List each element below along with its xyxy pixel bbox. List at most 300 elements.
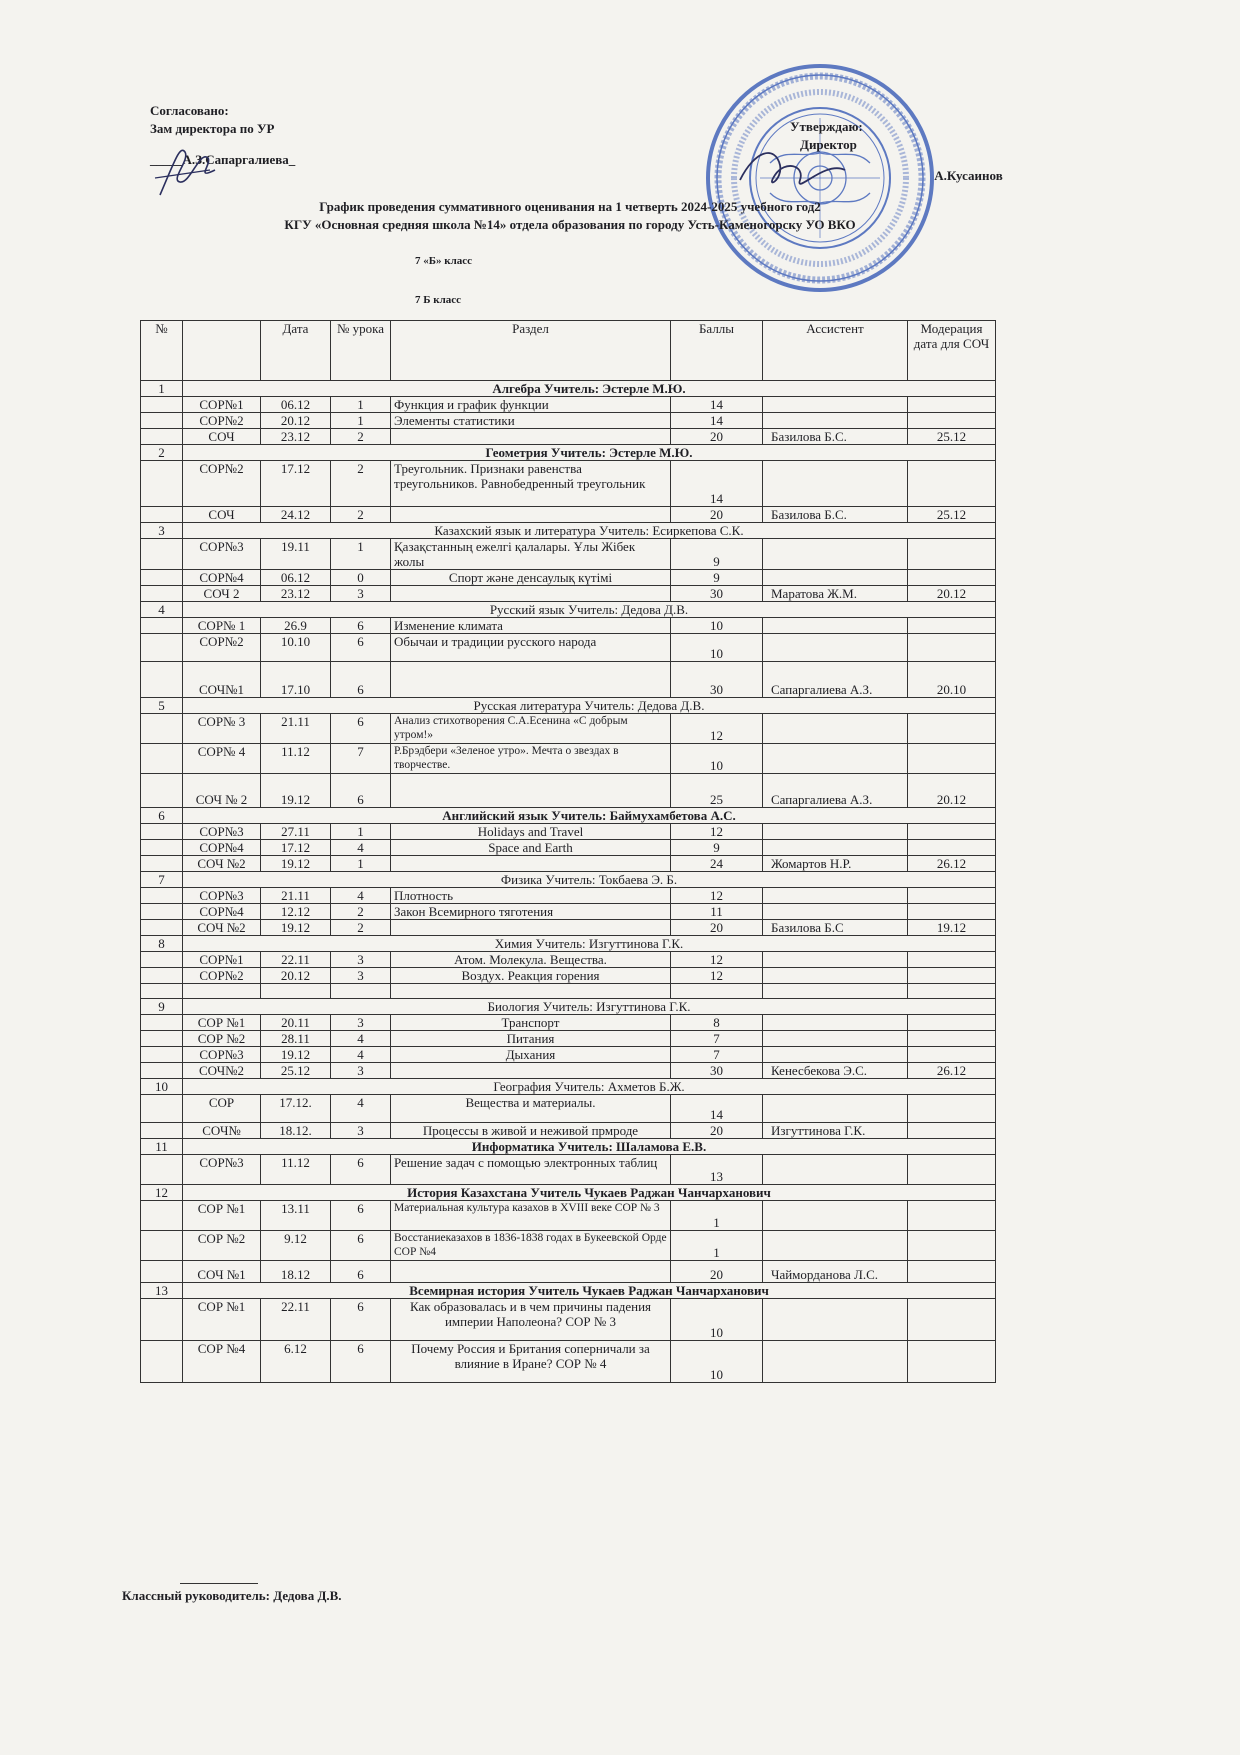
section-number: 7 [141, 872, 183, 888]
row-spacer-cell [141, 774, 183, 808]
cell-score: 11 [671, 904, 763, 920]
section-number: 3 [141, 523, 183, 539]
cell-lesson: 4 [331, 888, 391, 904]
cell-assistant [763, 904, 908, 920]
row-spacer-cell [141, 968, 183, 984]
cell-assistant [763, 952, 908, 968]
table-row [141, 1031, 996, 1047]
cell-score: 30 [671, 1063, 763, 1079]
cell-lesson: 7 [331, 744, 391, 774]
section-number: 13 [141, 1283, 183, 1299]
cell-score: 10 [671, 744, 763, 774]
cell-topic [391, 920, 671, 936]
cell-topic: Восстаниеказахов в 1836-1838 годах в Букеевской Орде СОР №4 [391, 1231, 671, 1261]
approved-label: Утверждаю: [790, 119, 863, 134]
table-row [141, 461, 996, 507]
table-row [141, 1063, 996, 1079]
cell-lesson: 6 [331, 1155, 391, 1185]
cell-type: СОР№4 [183, 904, 261, 920]
section-number: 2 [141, 445, 183, 461]
cell-score: 20 [671, 1123, 763, 1139]
cell-topic: Функция и график функции [391, 397, 671, 413]
section-subject: Английский язык Учитель: Баймухамбетова А.С. [183, 808, 996, 824]
section-number: 1 [141, 381, 183, 397]
cell-type: СОР№2 [183, 413, 261, 429]
cell-date: 11.12 [261, 1155, 331, 1185]
cell-date: 19.12 [261, 920, 331, 936]
cell-topic: Транспорт [391, 1015, 671, 1031]
cell-date: 21.11 [261, 888, 331, 904]
table-row [141, 1299, 996, 1341]
table-row [141, 662, 996, 698]
section-number: 4 [141, 602, 183, 618]
section-row [141, 999, 996, 1015]
header-cell: Дата [261, 321, 331, 381]
cell-lesson: 0 [331, 570, 391, 586]
row-spacer-cell [141, 1155, 183, 1185]
cell-topic [391, 1063, 671, 1079]
cell-topic: Как образовалась и в чем причины падения империи Наполеона? СОР № 3 [391, 1299, 671, 1341]
cell-type: СОР №1 [183, 1015, 261, 1031]
cell-assistant [763, 1201, 908, 1231]
cell-score: 12 [671, 824, 763, 840]
section-row [141, 445, 996, 461]
cell-assistant [763, 984, 908, 999]
cell-topic [391, 662, 671, 698]
cell-date: 22.11 [261, 1299, 331, 1341]
table-row [141, 774, 996, 808]
cell-moderation [908, 461, 996, 507]
cell-lesson: 1 [331, 824, 391, 840]
cell-assistant [763, 1231, 908, 1261]
cell-type: СОР №1 [183, 1201, 261, 1231]
section-row [141, 1139, 996, 1155]
row-spacer-cell [141, 1031, 183, 1047]
cell-date: 19.11 [261, 539, 331, 570]
header-cell: Раздел [391, 321, 671, 381]
cell-moderation [908, 1201, 996, 1231]
cell-moderation [908, 1155, 996, 1185]
row-spacer-cell [141, 461, 183, 507]
cell-assistant [763, 1095, 908, 1123]
table-header-row [141, 321, 996, 381]
cell-date: 20.12 [261, 968, 331, 984]
cell-moderation: 20.12 [908, 586, 996, 602]
cell-date: 25.12 [261, 1063, 331, 1079]
cell-type: СОР№ 3 [183, 714, 261, 744]
table-row [141, 1231, 996, 1261]
cell-score: 10 [671, 634, 763, 662]
cell-topic: Изменение климата [391, 618, 671, 634]
cell-type: СОР№3 [183, 539, 261, 570]
section-subject: Физика Учитель: Токбаева Э. Б. [183, 872, 996, 888]
cell-moderation [908, 714, 996, 744]
row-spacer-cell [141, 744, 183, 774]
cell-moderation [908, 744, 996, 774]
cell-date: 27.11 [261, 824, 331, 840]
cell-type: СОЧ №1 [183, 1261, 261, 1283]
cell-assistant: Сапаргалиева А.З. [763, 774, 908, 808]
row-spacer-cell [141, 1341, 183, 1383]
section-number: 12 [141, 1185, 183, 1201]
cell-assistant [763, 539, 908, 570]
cell-type: СОР№2 [183, 634, 261, 662]
table-row [141, 507, 996, 523]
cell-type: СОР№4 [183, 570, 261, 586]
cell-assistant [763, 744, 908, 774]
table-row [141, 397, 996, 413]
cell-assistant [763, 634, 908, 662]
cell-date: 06.12 [261, 397, 331, 413]
cell-topic: Обычаи и традиции русского народа [391, 634, 671, 662]
cell-topic: Элементы статистики [391, 413, 671, 429]
cell-date: 18.12 [261, 1261, 331, 1283]
cell-assistant [763, 570, 908, 586]
cell-date: 10.10 [261, 634, 331, 662]
table-row [141, 824, 996, 840]
table-row [141, 586, 996, 602]
row-spacer-cell [141, 952, 183, 968]
row-spacer-cell [141, 1095, 183, 1123]
section-subject: Алгебра Учитель: Эстерле М.Ю. [183, 381, 996, 397]
cell-score: 20 [671, 507, 763, 523]
cell-type: СОР№2 [183, 968, 261, 984]
header-cell: № урока [331, 321, 391, 381]
cell-score: 8 [671, 1015, 763, 1031]
cell-score: 24 [671, 856, 763, 872]
cell-moderation [908, 1261, 996, 1283]
cell-score: 20 [671, 429, 763, 445]
cell-lesson: 6 [331, 714, 391, 744]
cell-topic [391, 429, 671, 445]
cell-type: СОР№1 [183, 952, 261, 968]
header-cell: № [141, 321, 183, 381]
cell-topic: Анализ стихотворения С.А.Есенина «С добрым утром!» [391, 714, 671, 744]
cell-lesson: 1 [331, 539, 391, 570]
cell-score [671, 984, 763, 999]
section-row [141, 523, 996, 539]
class-label-1: 7 «Б» класс [415, 255, 473, 267]
cell-moderation [908, 413, 996, 429]
row-spacer-cell [141, 397, 183, 413]
agreed-label: Согласовано: [150, 103, 229, 118]
row-spacer-cell [141, 920, 183, 936]
cell-moderation [908, 1047, 996, 1063]
cell-type: СОР№1 [183, 397, 261, 413]
cell-assistant: Чайморданова Л.С. [763, 1261, 908, 1283]
section-row [141, 698, 996, 714]
cell-lesson: 4 [331, 1047, 391, 1063]
section-row [141, 1079, 996, 1095]
cell-type: СОР№2 [183, 461, 261, 507]
cell-topic: Решение задач с помощью электронных таблиц [391, 1155, 671, 1185]
cell-date: 20.12 [261, 413, 331, 429]
cell-assistant [763, 1047, 908, 1063]
cell-score: 30 [671, 662, 763, 698]
table-row [141, 570, 996, 586]
cell-lesson: 4 [331, 840, 391, 856]
cell-assistant: Изгуттинова Г.К. [763, 1123, 908, 1139]
row-spacer-cell [141, 1201, 183, 1231]
header-cell: Ассистент [763, 321, 908, 381]
cell-score: 12 [671, 714, 763, 744]
section-number: 6 [141, 808, 183, 824]
cell-moderation: 25.12 [908, 429, 996, 445]
cell-type: СОР№3 [183, 824, 261, 840]
cell-topic: Space and Earth [391, 840, 671, 856]
table-row [141, 744, 996, 774]
table-row [141, 1047, 996, 1063]
header-cell: Модерация дата для СОЧ [908, 321, 996, 381]
cell-lesson: 2 [331, 904, 391, 920]
cell-topic: Атом. Молекула. Вещества. [391, 952, 671, 968]
cell-score: 20 [671, 1261, 763, 1283]
cell-score: 12 [671, 968, 763, 984]
cell-date: 21.11 [261, 714, 331, 744]
agreed-name: _____А.З.Сапаргалиева_ [150, 152, 296, 168]
homeroom-teacher: Классный руководитель: Дедова Д.В. [122, 1588, 342, 1603]
cell-date: 19.12 [261, 1047, 331, 1063]
cell-type: СОЧ [183, 429, 261, 445]
section-number: 10 [141, 1079, 183, 1095]
row-spacer-cell [141, 1015, 183, 1031]
cell-type: СОЧ [183, 507, 261, 523]
cell-score: 9 [671, 840, 763, 856]
cell-type: СОР [183, 1095, 261, 1123]
cell-topic [391, 586, 671, 602]
row-spacer-cell [141, 507, 183, 523]
cell-score: 13 [671, 1155, 763, 1185]
cell-lesson: 6 [331, 1201, 391, 1231]
section-row [141, 1283, 996, 1299]
row-spacer-cell [141, 904, 183, 920]
cell-assistant: Маратова Ж.М. [763, 586, 908, 602]
cell-moderation: 26.12 [908, 1063, 996, 1079]
cell-topic: Треугольник. Признаки равенства треугольников. Равнобедренный треугольник [391, 461, 671, 507]
cell-assistant [763, 397, 908, 413]
row-spacer-cell [141, 662, 183, 698]
cell-lesson: 3 [331, 1123, 391, 1139]
cell-assistant [763, 1015, 908, 1031]
cell-type: СОЧ№1 [183, 662, 261, 698]
cell-score: 20 [671, 920, 763, 936]
row-spacer-cell [141, 634, 183, 662]
cell-moderation: 19.12 [908, 920, 996, 936]
table-row [141, 1015, 996, 1031]
cell-date: 23.12 [261, 429, 331, 445]
table-row [141, 714, 996, 744]
cell-type: СОР №2 [183, 1031, 261, 1047]
cell-score: 14 [671, 1095, 763, 1123]
row-spacer-cell [141, 429, 183, 445]
cell-topic: Воздух. Реакция горения [391, 968, 671, 984]
table-row [141, 429, 996, 445]
section-number: 5 [141, 698, 183, 714]
section-row [141, 936, 996, 952]
cell-lesson: 1 [331, 397, 391, 413]
approved-name: А.Кусаинов [934, 168, 1003, 184]
cell-date: 06.12 [261, 570, 331, 586]
cell-assistant [763, 1299, 908, 1341]
table-row [141, 904, 996, 920]
cell-assistant [763, 840, 908, 856]
section-subject: Русский язык Учитель: Дедова Д.В. [183, 602, 996, 618]
cell-date: 17.12 [261, 840, 331, 856]
cell-moderation [908, 634, 996, 662]
table-row [141, 888, 996, 904]
row-spacer-cell [141, 570, 183, 586]
table-row [141, 952, 996, 968]
cell-moderation [908, 1123, 996, 1139]
cell-lesson: 2 [331, 920, 391, 936]
cell-assistant: Базилова Б.С. [763, 507, 908, 523]
cell-lesson: 4 [331, 1031, 391, 1047]
cell-lesson: 1 [331, 413, 391, 429]
assessment-schedule-table [140, 320, 996, 1383]
cell-topic: Спорт және денсаулық күтімі [391, 570, 671, 586]
row-spacer-cell [141, 1123, 183, 1139]
cell-score: 12 [671, 888, 763, 904]
cell-moderation [908, 888, 996, 904]
cell-date: 19.12 [261, 774, 331, 808]
cell-date: 13.11 [261, 1201, 331, 1231]
cell-topic: Материальная культура казахов в XVIII веке СОР № 3 [391, 1201, 671, 1231]
cell-score: 10 [671, 618, 763, 634]
cell-assistant: Жомартов Н.Р. [763, 856, 908, 872]
cell-assistant [763, 461, 908, 507]
cell-score: 25 [671, 774, 763, 808]
cell-type: СОЧ №2 [183, 856, 261, 872]
cell-date: 22.11 [261, 952, 331, 968]
table-row [141, 1123, 996, 1139]
cell-lesson: 6 [331, 634, 391, 662]
cell-date: 24.12 [261, 507, 331, 523]
cell-type: СОЧ№ [183, 1123, 261, 1139]
table-row [141, 840, 996, 856]
cell-moderation [908, 539, 996, 570]
cell-topic: Р.Брэдбери «Зеленое утро». Мечта о звездах в творчестве. [391, 744, 671, 774]
cell-moderation: 20.12 [908, 774, 996, 808]
cell-topic: Қазақстанның ежелгі қалалары. Ұлы Жібек жолы [391, 539, 671, 570]
row-spacer-cell [141, 586, 183, 602]
cell-moderation [908, 1341, 996, 1383]
cell-lesson: 3 [331, 586, 391, 602]
section-subject: Казахский язык и литература Учитель: Есиркепова С.К. [183, 523, 996, 539]
section-number: 11 [141, 1139, 183, 1155]
cell-lesson: 2 [331, 507, 391, 523]
cell-type: СОР №1 [183, 1299, 261, 1341]
row-spacer-cell [141, 539, 183, 570]
section-number: 9 [141, 999, 183, 1015]
section-subject: География Учитель: Ахметов Б.Ж. [183, 1079, 996, 1095]
cell-moderation [908, 952, 996, 968]
section-number: 8 [141, 936, 183, 952]
table-body [141, 381, 996, 1383]
document-title [190, 198, 950, 233]
table-row [141, 920, 996, 936]
cell-type: СОР №2 [183, 1231, 261, 1261]
cell-date: 18.12. [261, 1123, 331, 1139]
cell-score: 9 [671, 570, 763, 586]
cell-moderation: 20.10 [908, 662, 996, 698]
cell-date: 17.10 [261, 662, 331, 698]
agreed-position: Зам директора по УР [150, 120, 275, 136]
cell-lesson: 6 [331, 1231, 391, 1261]
cell-moderation [908, 618, 996, 634]
cell-topic: Питания [391, 1031, 671, 1047]
row-spacer-cell [141, 1047, 183, 1063]
cell-moderation [908, 904, 996, 920]
cell-type: СОЧ № 2 [183, 774, 261, 808]
cell-date: 17.12. [261, 1095, 331, 1123]
cell-score: 14 [671, 461, 763, 507]
section-subject: Информатика Учитель: Шаламова Е.В. [183, 1139, 996, 1155]
row-spacer-cell [141, 1261, 183, 1283]
cell-date: 23.12 [261, 586, 331, 602]
cell-date [261, 984, 331, 999]
cell-assistant [763, 1031, 908, 1047]
cell-moderation [908, 397, 996, 413]
title-line-2: КГУ «Основная средняя школа №14» отдела образования по городу Усть-Каменогорску УО ВКО [284, 216, 856, 232]
table-row [141, 856, 996, 872]
cell-moderation [908, 840, 996, 856]
cell-type [183, 984, 261, 999]
row-spacer-cell [141, 1231, 183, 1261]
table-row [141, 968, 996, 984]
table-row [141, 618, 996, 634]
cell-type: СОР№4 [183, 840, 261, 856]
cell-moderation [908, 1015, 996, 1031]
cell-type: СОР №4 [183, 1341, 261, 1383]
cell-date: 12.12 [261, 904, 331, 920]
row-spacer-cell [141, 618, 183, 634]
cell-date: 11.12 [261, 744, 331, 774]
cell-assistant [763, 1341, 908, 1383]
row-spacer-cell [141, 824, 183, 840]
cell-lesson: 3 [331, 1015, 391, 1031]
approved-position: Директор [800, 136, 857, 152]
table-row [141, 1201, 996, 1231]
cell-score: 14 [671, 397, 763, 413]
cell-topic: Holidays and Travel [391, 824, 671, 840]
cell-topic: Вещества и материалы. [391, 1095, 671, 1123]
cell-moderation [908, 1231, 996, 1261]
row-spacer-cell [141, 1299, 183, 1341]
cell-type: СОР№ 1 [183, 618, 261, 634]
header-cell [183, 321, 261, 381]
cell-date: 26.9 [261, 618, 331, 634]
cell-date: 6.12 [261, 1341, 331, 1383]
cell-topic: Почему Россия и Британия соперничали за влияние в Иране? СОР № 4 [391, 1341, 671, 1383]
cell-type: СОЧ №2 [183, 920, 261, 936]
table-row [141, 984, 996, 999]
cell-lesson [331, 984, 391, 999]
cell-lesson: 6 [331, 618, 391, 634]
cell-lesson: 1 [331, 856, 391, 872]
cell-moderation: 26.12 [908, 856, 996, 872]
cell-lesson: 2 [331, 461, 391, 507]
cell-assistant: Сапаргалиева А.З. [763, 662, 908, 698]
cell-score: 10 [671, 1299, 763, 1341]
cell-assistant [763, 1155, 908, 1185]
approved-block [790, 118, 1003, 185]
section-subject: История Казахстана Учитель Чукаев Раджан Чанчарханович [183, 1185, 996, 1201]
table-row [141, 1155, 996, 1185]
cell-lesson: 3 [331, 968, 391, 984]
row-spacer-cell [141, 840, 183, 856]
cell-score: 1 [671, 1231, 763, 1261]
cell-lesson: 6 [331, 662, 391, 698]
